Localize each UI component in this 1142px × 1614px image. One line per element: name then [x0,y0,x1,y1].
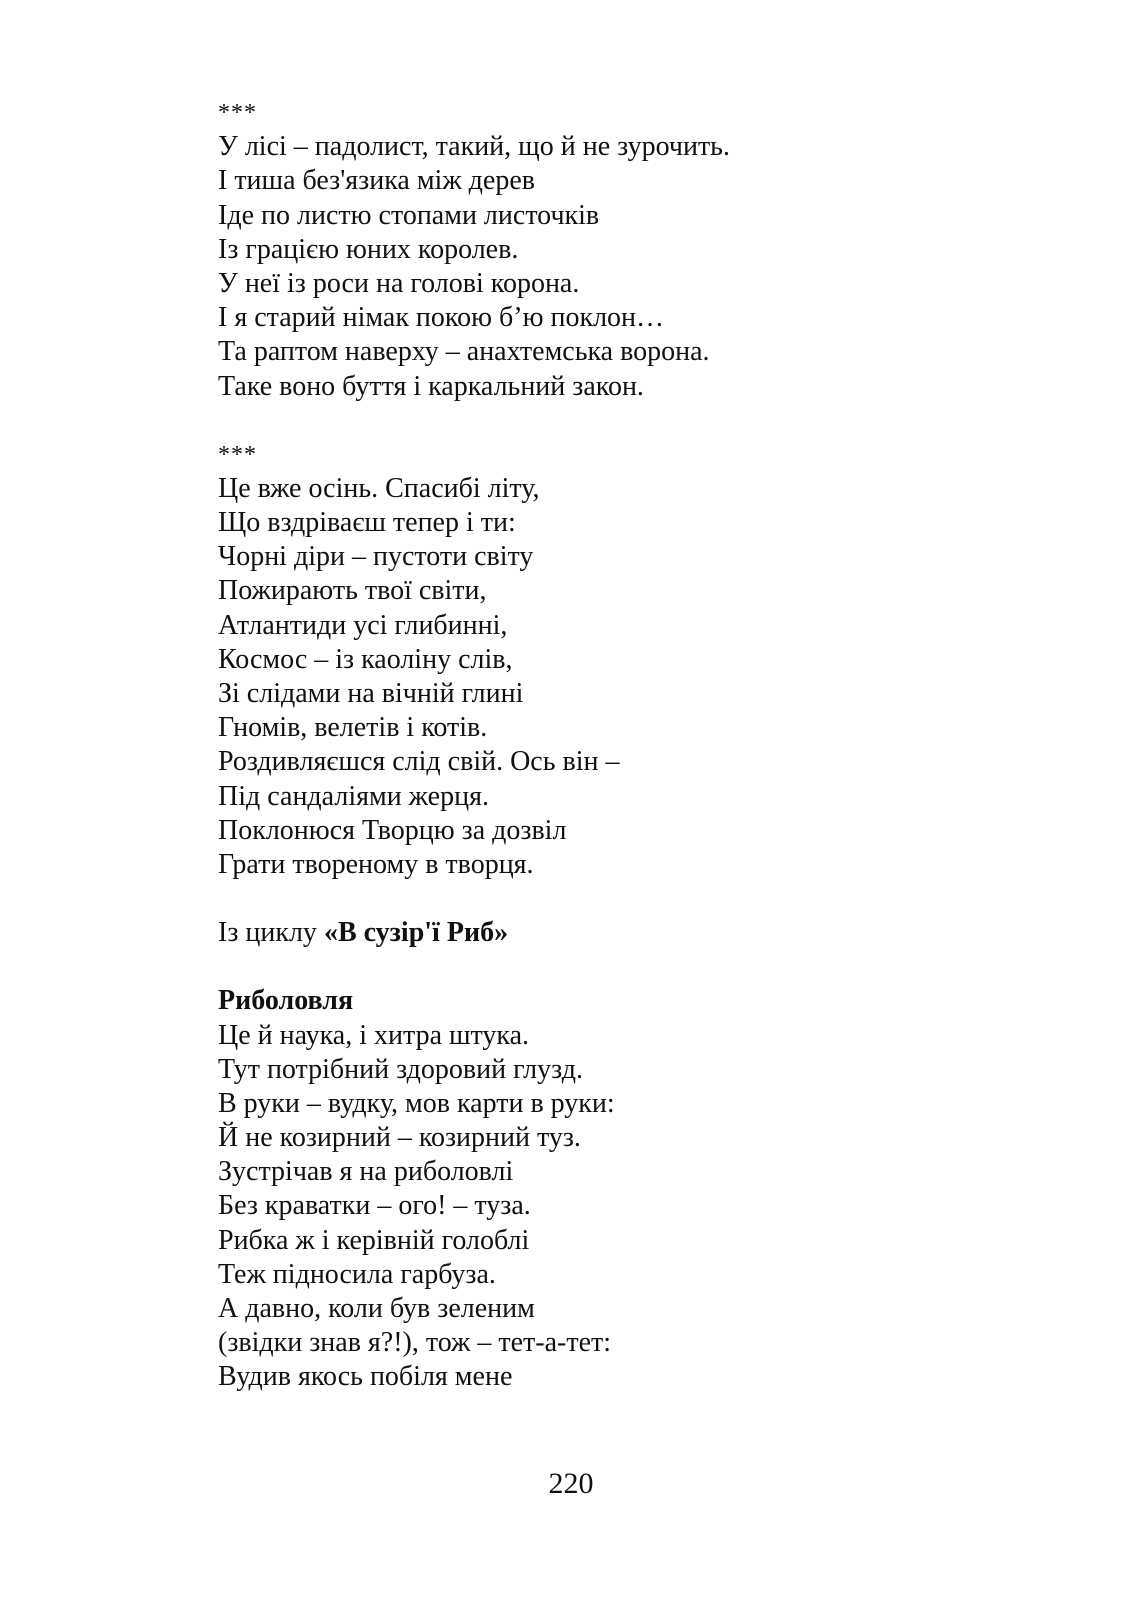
poem-line: Це й наука, і хитра штука. [218,1019,530,1051]
poem-line: Іде по листю стопами листочків [218,199,600,231]
stanza-gap [218,882,1038,916]
cycle-prefix: Із циклу [218,917,324,949]
poem-line: І тиша без'язика між дерев [218,165,535,197]
page-content [218,96,1038,1395]
poem-line: Роздивляєшся слід свій. Ось він – [218,746,620,778]
stanza-gap [218,404,1038,438]
poem-line: Чорні діри – пустоти світу [218,541,534,573]
poem-line: Без краватки – ого! – туза. [218,1190,531,1222]
stanza-gap [218,950,1038,984]
poem-line: А давно, коли був зеленим [218,1293,535,1324]
poem-line: Вудив якось побіля мене [218,1361,513,1393]
section-separator: *** [218,100,257,126]
poem-line: Пожирають твої світи, [218,575,487,607]
cycle-heading [218,916,1038,950]
poem-line: Рибка ж і керівній голоблі [218,1224,530,1256]
section-separator: *** [218,441,257,468]
poem-line: Поклонюся Творцю за дозвіл [218,814,567,846]
poem-line: І я старий німак покою б’ю поклон… [218,302,665,334]
poem-line: В руки – вудку, мов карти в руки: [218,1087,615,1119]
poem-line: У лісі – падолист, такий, що й не зурочить. [218,131,730,163]
poem-line: (звідки знав я?!), тож – тет-а-тет: [218,1327,612,1359]
poem-line: Це вже осінь. Спасибі літу, [218,472,540,504]
poem-line: Космос – із каоліну слів, [218,643,513,675]
cycle-title: «В сузір'ї Риб» [323,917,509,949]
poem-line: Тут потрібний здоровий глузд. [218,1053,583,1085]
poem-line: У неї із роси на голові корона. [218,267,580,299]
poem-line: Атлантиди усі глибинні, [218,609,508,641]
poem-line: Що вздріваєш тепер і ти: [218,507,516,539]
poem-autumn-forest [218,96,1038,404]
poem-line: Таке воно буття і каркальний закон. [218,370,644,402]
poem-line: Під сандаліями жерця. [218,780,489,812]
poem-autumn-thanks [218,438,1038,882]
poem-line: Зустрічав я на риболовлі [218,1156,514,1188]
poem-line: Й не козирний – козирний туз. [218,1122,581,1154]
poem-line: Грати твореному в творця. [218,848,534,880]
poem-title: Риболовля [218,985,354,1017]
poem-line: Теж підносила гарбуза. [218,1258,496,1290]
page-number: 220 [548,1467,594,1500]
poem-line: Та раптом наверху – анахтемська ворона. [218,336,710,368]
poem-line: Із грацією юних королев. [218,233,519,265]
poem-fishing [218,984,1038,1394]
poem-line: Гномів, велетів і котів. [218,712,488,744]
poem-line: Зі слідами на вічній глині [218,678,524,709]
